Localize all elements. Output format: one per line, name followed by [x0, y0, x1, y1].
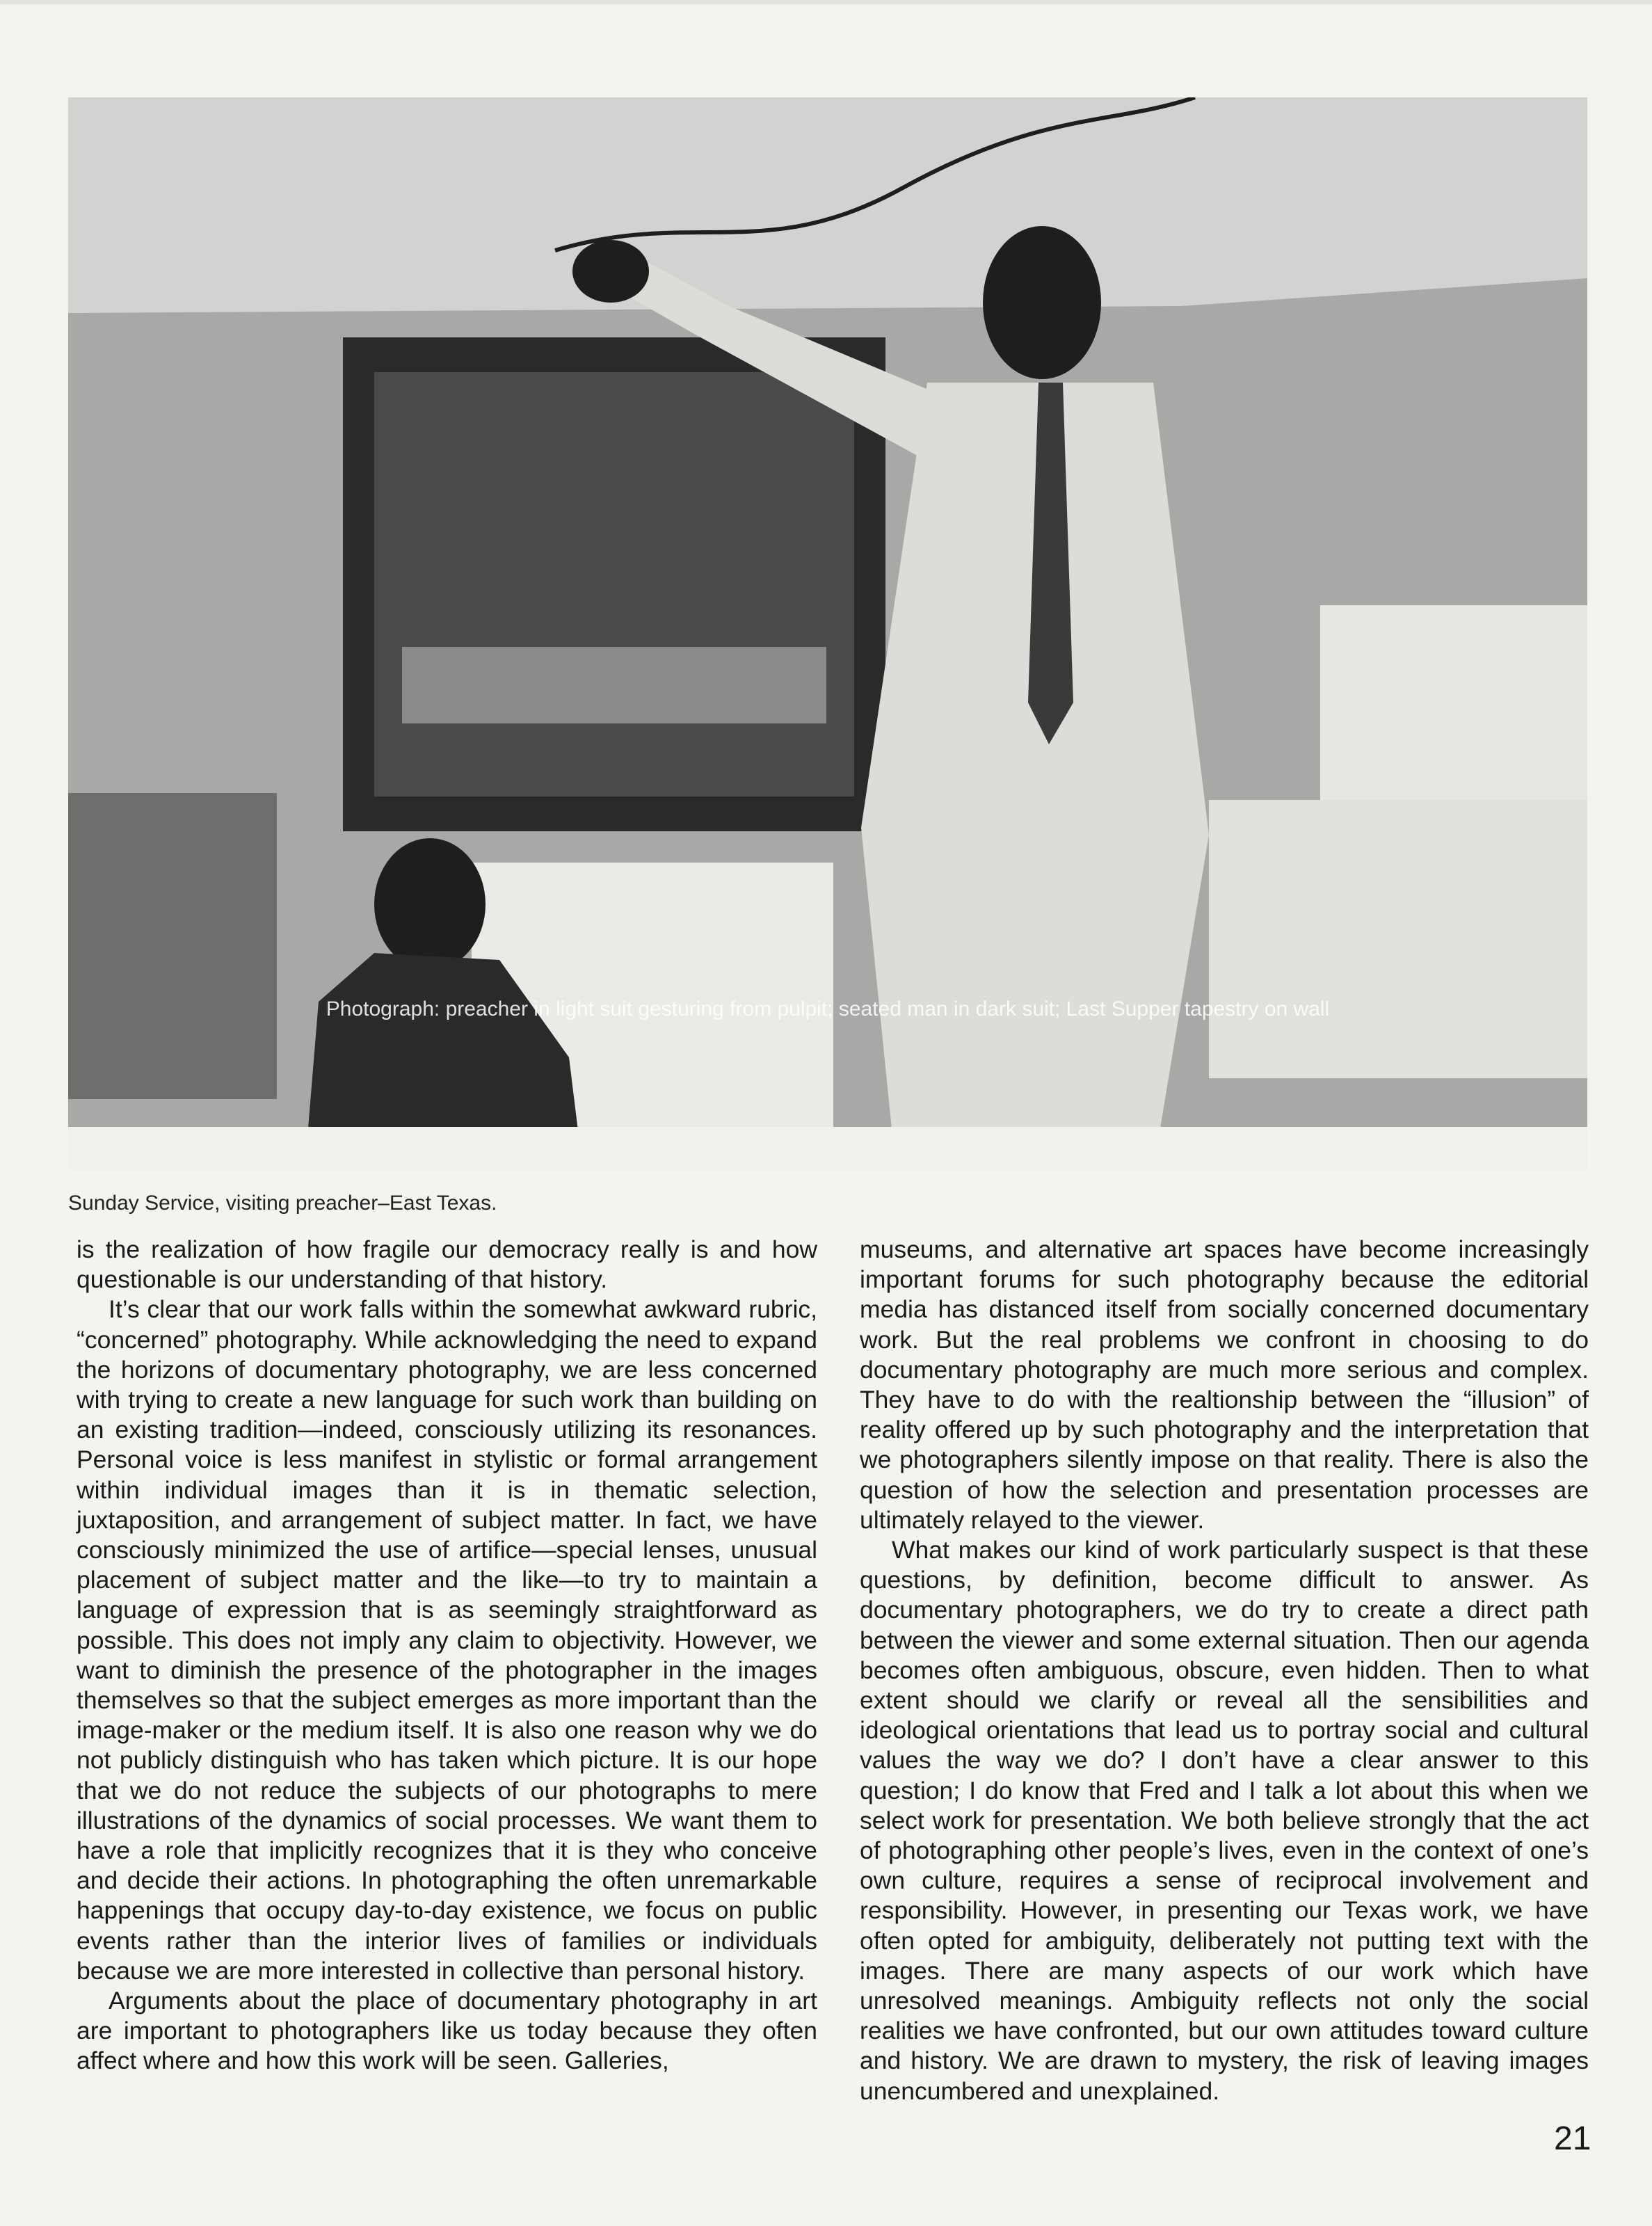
photo-railing: [68, 1127, 1587, 1170]
photo-placeholder-label: Photograph: preacher in light suit gesturing from pulpit; seated man in dark suit; Last Supper tapestry on wall: [326, 998, 1330, 1020]
photo-caption: Sunday Service, visiting preacher–East Texas.: [68, 1192, 497, 1215]
photo-ceiling: [68, 97, 1587, 313]
article-column-right: [860, 1235, 1589, 2106]
photo-table: [402, 647, 826, 723]
paragraph: is the realization of how fragile our democracy really is and how questionable is our understanding of that history.: [77, 1235, 817, 1294]
article-column-left: [77, 1235, 817, 2076]
photo-altar-cloth: [1209, 800, 1587, 1078]
photo-preacher-head: [983, 226, 1101, 379]
photo-piano: [68, 793, 277, 1099]
paragraph: Arguments about the place of documentary photography in art are important to photographers like us today because they often affect where and how this work will be seen. Galleries,: [77, 1987, 817, 2075]
photo-placeholder: [68, 97, 1587, 1170]
photo-preacher-hand: [572, 240, 649, 303]
page-top-edge: [0, 0, 1652, 4]
photo-seated-man-head: [374, 838, 486, 970]
page-number: 21: [1554, 2120, 1591, 2157]
paragraph: It’s clear that our work falls within the somewhat awkward rubric, “concerned” photography. While acknowledging the need to expand the horizons of documentary photography, we are less concerned with trying to create a new language for such work than building on an existing tradition—indeed, consciously utilizing its resonances. Personal voice is less manifest in stylistic or formal arrangement within individual images than it is in thematic selection, juxtaposition, and arrangement of subject matter. In fact, we have consciously minimized the use of artifice—special lenses, unusual placement of subject matter and the like—to try to maintain a language of expression that is as seemingly straightforward as possible. This does not imply any claim to objectivity. However, we want to diminish the presence of the photographer in the images themselves so that the subject emerges as more important than the image-maker or the medium itself. It is also one reason why we do not publicly distinguish who has taken which picture. It is our hope that we do not reduce the subjects of our photographs to mere illustrations of the dynamics of social processes. We want them to have a role that implicitly recognizes that it is they who conceive and decide their actions. In photographing the often unremarkable happenings that occupy day-to-day existence, we focus on public events rather than the interior lives of families or individuals because we are more interested in collective than personal history.: [77, 1295, 817, 1985]
paragraph: museums, and alternative art spaces have become increasingly important forums for such photography because the editorial media has distanced itself from socially concerned documentary work. But the real problems we confront in choosing to do documentary photography are much more serious and complex. They have to do with the realtionship between the “illusion” of reality offered up by such photography and the interpretation that we photographers silently impose on that reality. There is also the question of how the selection and presentation processes are ultimately relayed to the viewer.: [860, 1235, 1589, 1534]
photograph: [68, 97, 1587, 1170]
photo-tapestry-inner: [374, 372, 854, 796]
paragraph: What makes our kind of work particularly suspect is that these questions, by definition, become difficult to answer. As documentary photographers, we do try to create a direct path between the viewer and some external situation. Then our agenda becomes often ambiguous, obscure, even hidden. Then to what extent should we clarify or reveal all the sensibilities and ideological orientations that lead us to portray social and cultural values the way we do? I don’t have a clear answer to this question; I do know that Fred and I talk a lot about this when we select work for presentation. We both believe strongly that the act of photographing other people’s lives, even in the context of one’s own culture, requires a sense of reciprocal involvement and responsibility. However, in presenting our Texas work, we have often opted for ambiguity, deliberately not putting text with the images. There are many aspects of our work which have unresolved meanings. Ambiguity reflects not only the social realities we have confronted, but our own attitudes toward culture and history. We are drawn to mystery, the risk of leaving images unencumbered and unexplained.: [860, 1536, 1589, 2105]
